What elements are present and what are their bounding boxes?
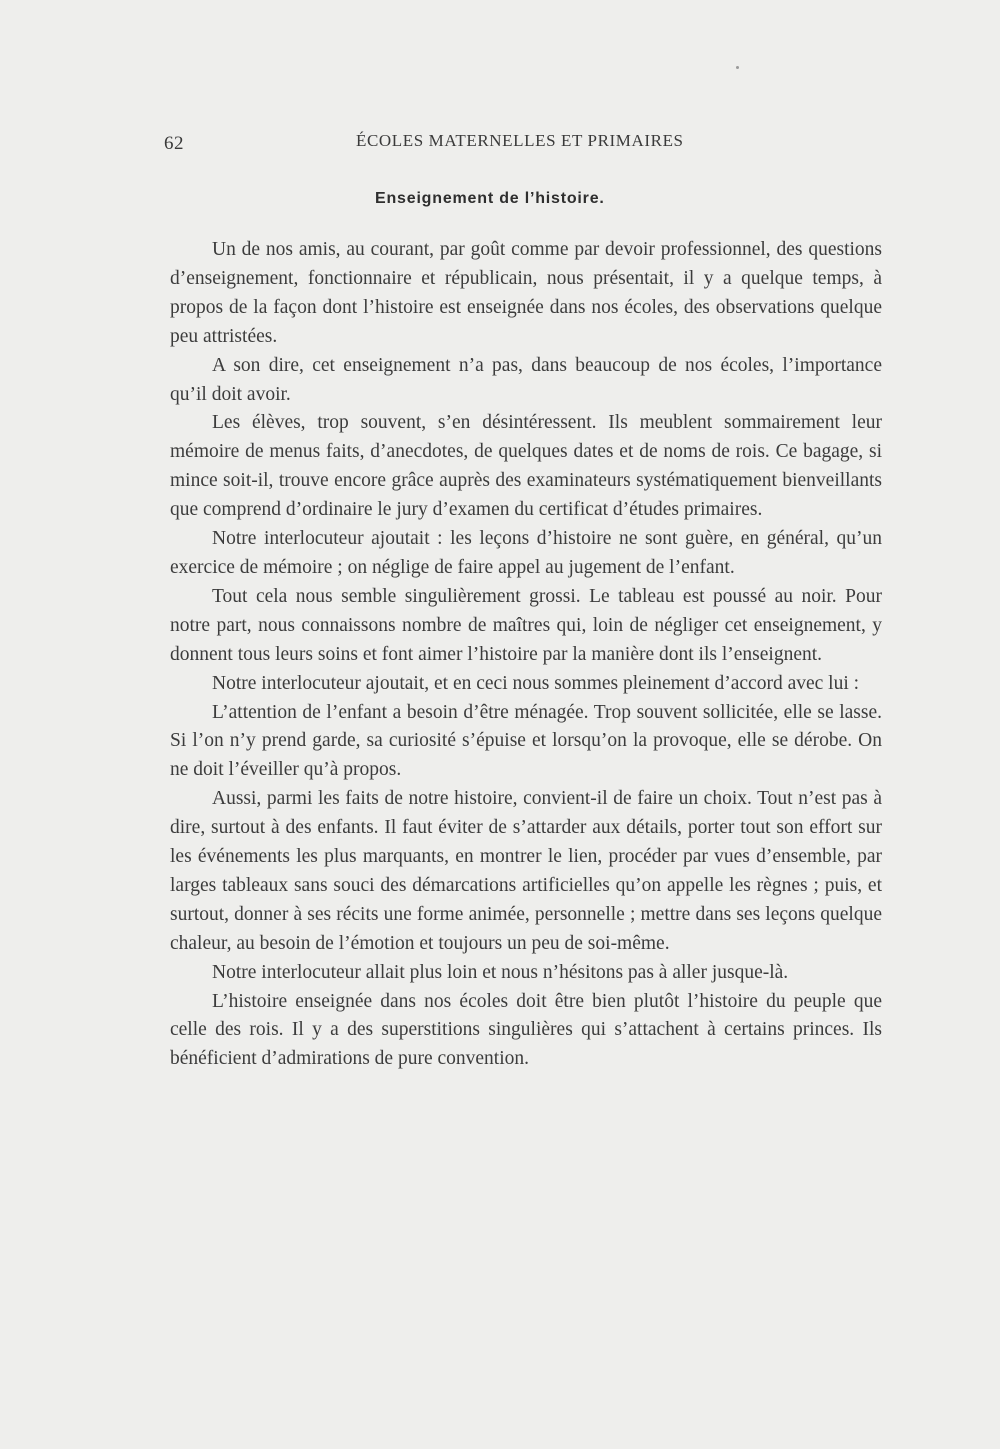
- page-number: 62: [164, 133, 184, 154]
- body-text: [170, 236, 882, 1074]
- paragraph: Tout cela nous semble singulièrement grossi. Le tableau est poussé au noir. Pour notre part, nous connaissons nombre de maîtres qui, loin de négliger cet enseignement, y donnent tous leurs soins et font aimer l’histoire par la manière dont ils l’enseignent.: [170, 585, 882, 665]
- paragraph: Un de nos amis, au courant, par goût comme par devoir professionnel, des questions d’enseignement, fonctionnaire et républicain, nous présentait, il y a quelque temps, à propos de la façon dont l’histoire est enseignée dans nos écoles, des observations quelque peu attristées.: [170, 239, 882, 347]
- paragraph: Aussi, parmi les faits de notre histoire, convient-il de faire un choix. Tout n’est pas à dire, surtout à des enfants. Il faut éviter de s’attarder aux détails, porter tout son effort sur les événements les plus marquants, en montrer le lien, procéder par vues d’ensemble, par larges tableaux sans souci des démarcations artificielles qu’on appelle les règnes ; puis, et surtout, donner à ses récits une forme animée, personnelle ; mettre dans ses leçons quelque chaleur, au besoin de l’émotion et toujours un peu de soi-même.: [170, 788, 882, 954]
- paragraph: L’attention de l’enfant a besoin d’être ménagée. Trop souvent sollicitée, elle se lasse. Si l’on n’y prend garde, sa curiosité s’épuise et lorsqu’on la provoque, elle se dérobe. On ne doit l’éveiller qu’à propos.: [170, 701, 882, 781]
- paper-speck: [736, 66, 739, 69]
- section-title: Enseignement de l’histoire.: [375, 190, 605, 207]
- paragraph: Les élèves, trop souvent, s’en désintéressent. Ils meublent sommairement leur mémoire de menus faits, d’anecdotes, de quelques dates et de noms de rois. Ce bagage, si mince soit-il, trouve encore grâce auprès des examinateurs systématiquement bienveillants que comprend d’ordinaire le jury d’examen du certificat d’études primaires.: [170, 412, 882, 521]
- paragraph: Notre interlocuteur ajoutait : les leçons d’histoire ne sont guère, en général, qu’un exercice de mémoire ; on néglige de faire appel au jugement de l’enfant.: [170, 528, 882, 578]
- paragraph: Notre interlocuteur allait plus loin et nous n’hésitons pas à aller jusque-là.: [212, 961, 789, 983]
- paragraph: Notre interlocuteur ajoutait, et en ceci nous sommes pleinement d’accord avec lui :: [212, 672, 860, 694]
- paragraph: L’histoire enseignée dans nos écoles doit être bien plutôt l’histoire du peuple que celle des rois. Il y a des superstitions singulières qui s’attachent à certains princes. Ils bénéficient d’admirations de pure convention.: [170, 990, 882, 1070]
- paragraph: A son dire, cet enseignement n’a pas, dans beaucoup de nos écoles, l’importance qu’il doit avoir.: [170, 354, 882, 405]
- running-header: ÉCOLES MATERNELLES ET PRIMAIRES: [356, 131, 684, 150]
